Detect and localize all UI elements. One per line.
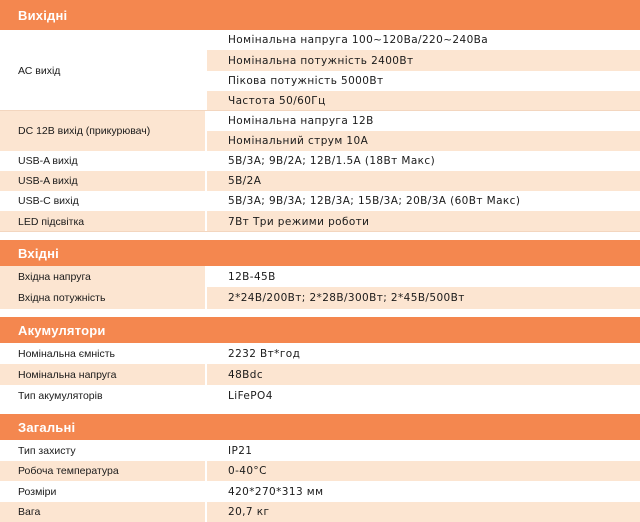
ac-output-value-3: Пікова потужність 5000Вт: [207, 71, 640, 91]
row-value: 5В/3А; 9В/2А; 12В/1.5А (18Вт Макс): [207, 151, 640, 171]
table-row: [0, 481, 640, 502]
table-row: [0, 440, 640, 461]
row-label: USB-A вихід: [0, 171, 206, 191]
row-label: USB-C вихід: [0, 191, 206, 211]
row-value: 0-40°C: [207, 461, 640, 481]
row-label: Тип акумуляторів: [0, 385, 206, 406]
row-label: Розміри: [0, 481, 206, 502]
table-row: [0, 287, 640, 309]
row-value: 12В-45В: [207, 266, 640, 287]
dc-output-value-2: Номінальний струм 10А: [207, 131, 640, 151]
row-label: Номінальна ємність: [0, 343, 206, 364]
ac-output-label: АС вихід: [0, 30, 206, 111]
row-value: 420*270*313 мм: [207, 481, 640, 502]
row-label: Вага: [0, 502, 206, 522]
row-label: Робоча температура: [0, 461, 206, 481]
row-value: 7Вт Три режими роботи: [207, 211, 640, 232]
table-row: [0, 461, 640, 481]
table-row: [0, 171, 640, 191]
row-value: IP21: [207, 440, 640, 461]
divider: [0, 110, 640, 111]
table-row: [0, 343, 640, 364]
row-label: USB-A вихід: [0, 151, 206, 171]
row-value: LiFePO4: [207, 385, 640, 406]
row-label: Тип захисту: [0, 440, 206, 461]
divider: [0, 231, 640, 232]
row-label: LED підсвітка: [0, 211, 206, 232]
table-row: [0, 385, 640, 406]
dc-output-value-1: Номінальна напруга 12В: [207, 111, 640, 131]
section-header-outputs: [0, 0, 640, 30]
row-label: Вхідна напруга: [0, 266, 206, 287]
dc-output-label: DC 12В вихід (прикурювач): [0, 111, 206, 151]
ac-output-value-2: Номінальна потужність 2400Вт: [207, 50, 640, 71]
row-value: 5В/3А; 9В/3А; 12В/3А; 15В/3А; 20В/3А (60Вт Макс): [207, 191, 640, 211]
ac-output-value-4: Частота 50/60Гц: [207, 91, 640, 111]
section-title-general: Загальні: [18, 419, 76, 435]
table-row: [0, 266, 640, 287]
table-row: [0, 151, 640, 171]
section-header-general: [0, 414, 640, 440]
section-title-inputs: Вхідні: [18, 245, 59, 261]
table-row: [0, 364, 640, 385]
table-row: [0, 211, 640, 232]
row-value: 2*24В/200Вт; 2*28В/300Вт; 2*45В/500Вт: [207, 287, 640, 309]
row-value: 20,7 кг: [207, 502, 640, 522]
section-title-outputs: Вихідні: [18, 7, 68, 23]
table-row: [0, 502, 640, 522]
section-header-inputs: [0, 240, 640, 266]
row-value: 2232 Вт*год: [207, 343, 640, 364]
row-value: 48Bdc: [207, 364, 640, 385]
ac-output-value-1: Номінальна напруга 100~120Ва/220~240Ва: [207, 30, 640, 50]
row-label: Номінальна напруга: [0, 364, 206, 385]
table-row: [0, 191, 640, 211]
section-title-batteries: Акумулятори: [18, 322, 106, 338]
row-value: 5В/2А: [207, 171, 640, 191]
section-header-batteries: [0, 317, 640, 343]
row-label: Вхідна потужність: [0, 287, 206, 309]
